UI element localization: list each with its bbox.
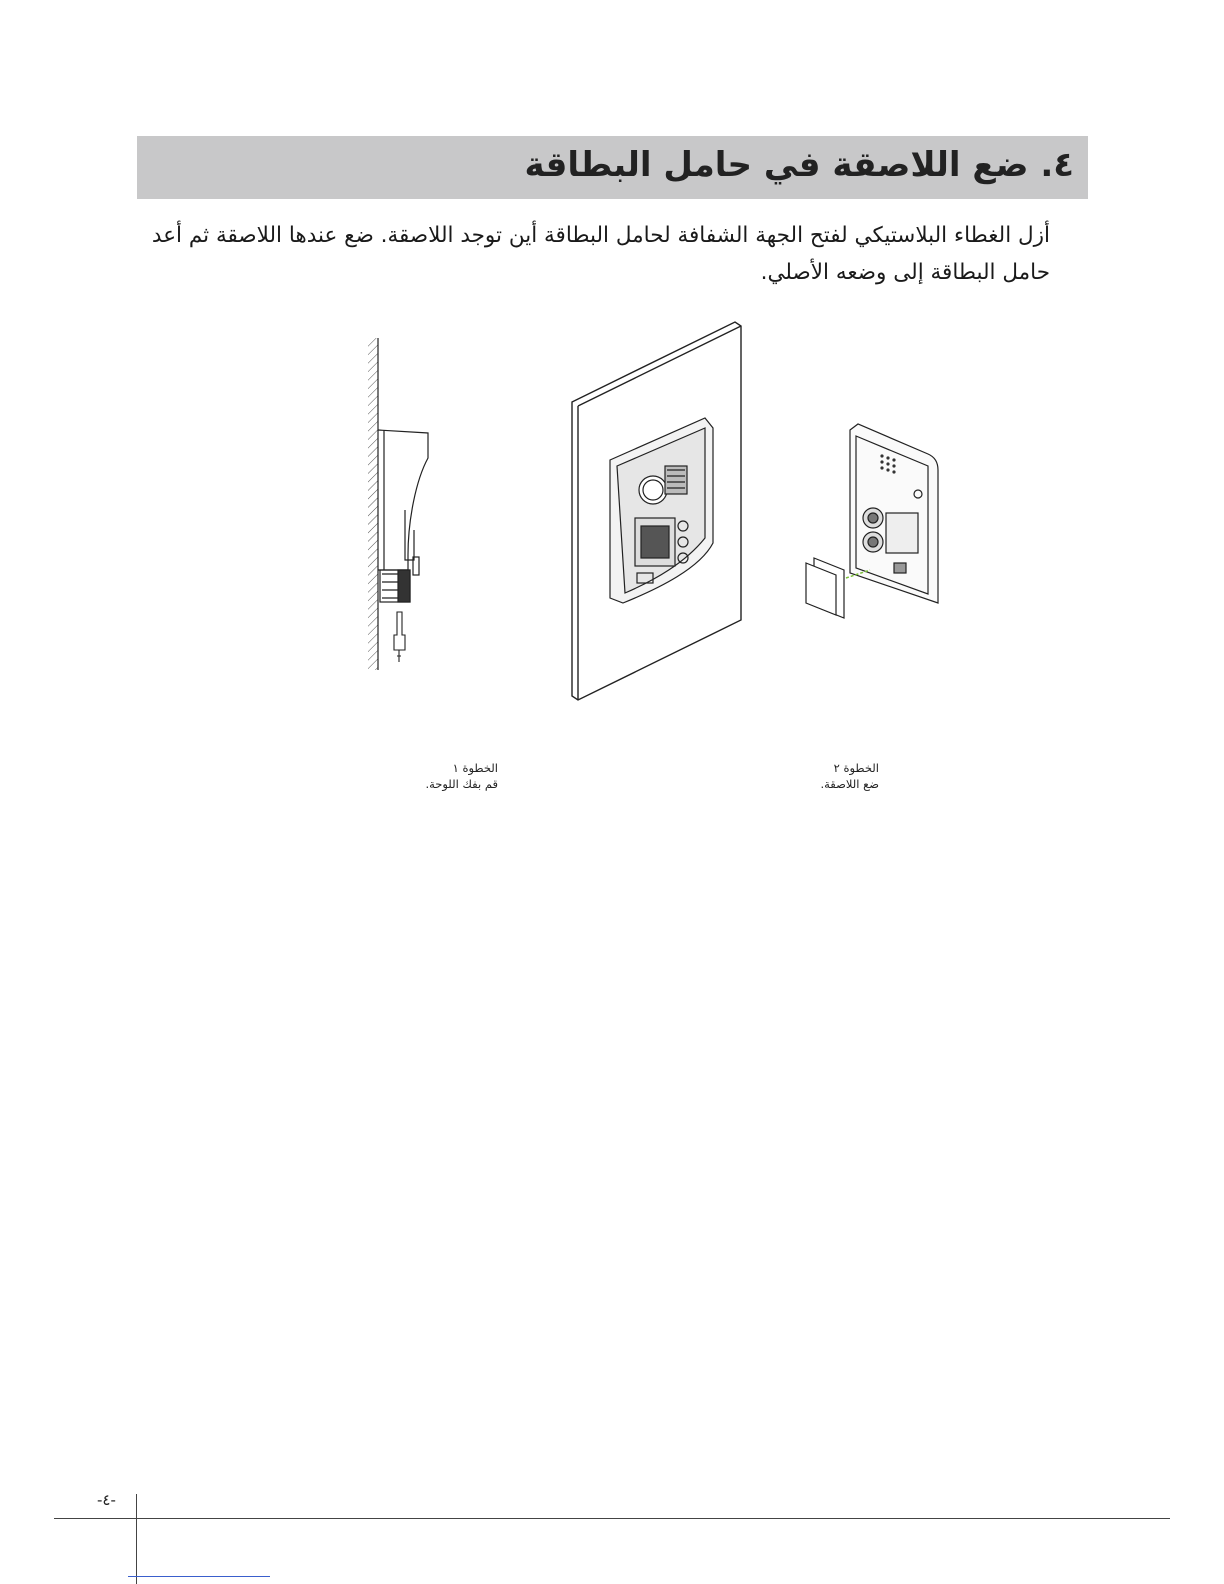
side-view-illustration xyxy=(350,330,450,680)
step2-text: ضع اللاصقة. xyxy=(820,777,879,791)
wall-hatching xyxy=(368,338,378,670)
panel-body xyxy=(850,424,938,603)
step1-title: الخطوة ١ xyxy=(452,761,498,775)
step1-text: قم بفك اللوحة. xyxy=(425,777,498,791)
mounted-panel-illustration xyxy=(565,318,750,708)
page-number: -٤- xyxy=(97,1491,116,1509)
footer-accent-line xyxy=(128,1576,270,1577)
instruction-paragraph: أزل الغطاء البلاستيكي لفتح الجهة الشفافة لحامل البطاقة أين توجد اللاصقة. ضع عندها اللاصقة ثم أعد حامل البطاقة إلى وضعه الأصلي. xyxy=(151,223,1050,285)
panel-side-profile xyxy=(378,430,428,602)
step1-caption xyxy=(338,760,498,792)
label-card xyxy=(806,558,844,618)
section-title-bar xyxy=(137,136,1088,199)
section-title: ٤. ضع اللاصقة في حامل البطاقة xyxy=(524,145,1074,185)
step2-caption xyxy=(719,760,879,792)
open-panel-illustration xyxy=(798,418,948,623)
footer-rule xyxy=(54,1518,1170,1519)
step2-title: الخطوة ٢ xyxy=(833,761,879,775)
screw-icon xyxy=(394,612,405,662)
footer-vertical-rule xyxy=(136,1494,137,1584)
